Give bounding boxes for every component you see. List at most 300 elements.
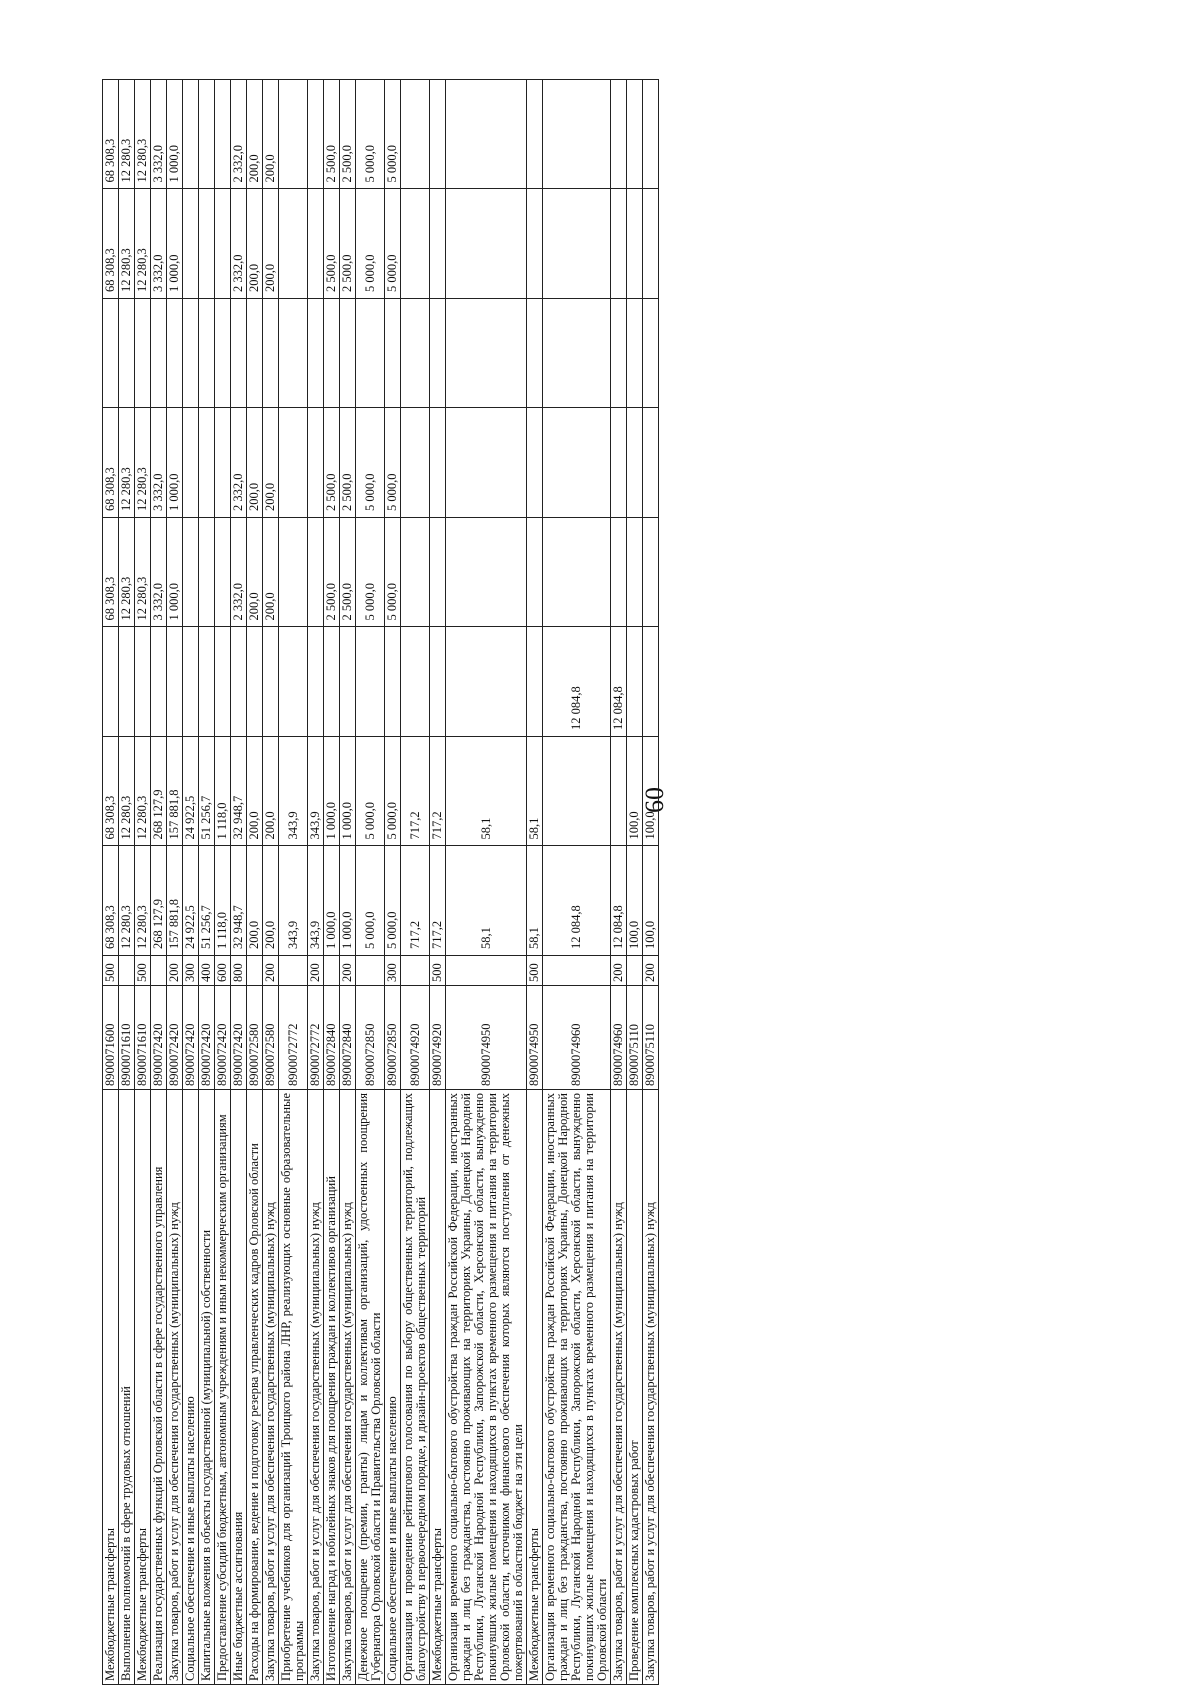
row-value: 12 280,3	[135, 189, 151, 299]
row-value: 2 500,0	[324, 518, 340, 628]
row-value: 1 000,0	[340, 846, 356, 956]
table-row	[527, 80, 543, 1685]
row-value	[263, 299, 279, 409]
row-name: Изготовление наград и юбилейных знаков для поощрения граждан и коллективов организаций	[324, 1090, 340, 1685]
row-expense-type	[279, 956, 308, 986]
row-value: 2 332,0	[231, 189, 247, 299]
row-value: 2 500,0	[324, 80, 340, 190]
page-number: 60	[640, 787, 669, 813]
row-value	[627, 189, 643, 299]
row-value: 1 000,0	[167, 518, 183, 628]
row-value: 3 332,0	[151, 518, 167, 628]
row-value	[627, 299, 643, 409]
row-value	[430, 518, 446, 628]
table-body	[103, 80, 659, 1685]
table-row	[627, 80, 643, 1685]
row-value	[611, 518, 627, 628]
row-value	[279, 627, 308, 737]
row-value: 2 500,0	[324, 408, 340, 518]
row-value	[183, 408, 199, 518]
row-value	[308, 299, 324, 409]
row-value: 32 948,7	[231, 846, 247, 956]
row-expense-type	[627, 956, 643, 986]
row-value: 12 280,3	[119, 80, 135, 190]
row-value: 12 280,3	[135, 408, 151, 518]
row-name: Реализация государственных функций Орловской области в сфере государственного управления	[151, 1090, 167, 1685]
row-value: 1 000,0	[167, 189, 183, 299]
row-expense-type	[324, 956, 340, 986]
row-value	[151, 299, 167, 409]
row-value	[643, 80, 659, 190]
row-value	[527, 518, 543, 628]
row-value	[279, 408, 308, 518]
row-value	[527, 627, 543, 737]
row-value	[385, 627, 401, 737]
row-code: 8900075110	[643, 986, 659, 1090]
table-row	[247, 80, 263, 1685]
row-value	[103, 299, 119, 409]
row-value: 32 948,7	[231, 737, 247, 847]
row-name: Закупка товаров, работ и услуг для обеспечения государственных (муниципальных) нужд	[167, 1090, 183, 1685]
row-value	[446, 518, 527, 628]
row-value: 343,9	[308, 846, 324, 956]
row-value: 343,9	[279, 846, 308, 956]
row-value: 68 308,3	[103, 846, 119, 956]
row-value	[308, 189, 324, 299]
row-value: 2 332,0	[231, 80, 247, 190]
row-value	[527, 189, 543, 299]
row-value: 343,9	[308, 737, 324, 847]
row-value	[430, 189, 446, 299]
row-value: 68 308,3	[103, 737, 119, 847]
row-value	[231, 299, 247, 409]
row-value: 24 922,5	[183, 846, 199, 956]
row-expense-type: 600	[215, 956, 231, 986]
row-code: 8900071610	[135, 986, 151, 1090]
row-value: 5 000,0	[356, 189, 385, 299]
row-value: 717,2	[430, 846, 446, 956]
row-value	[401, 299, 430, 409]
row-name: Межбюджетные трансферты	[430, 1090, 446, 1685]
row-value: 68 308,3	[103, 518, 119, 628]
row-value: 5 000,0	[385, 846, 401, 956]
table-row	[356, 80, 385, 1685]
row-value: 200,0	[247, 737, 263, 847]
table-row	[611, 80, 627, 1685]
row-value	[247, 627, 263, 737]
row-code: 8900072420	[215, 986, 231, 1090]
table-row	[199, 80, 215, 1685]
row-value	[215, 408, 231, 518]
row-value	[183, 627, 199, 737]
row-expense-type: 200	[340, 956, 356, 986]
row-code: 8900074920	[401, 986, 430, 1090]
row-value	[543, 737, 611, 847]
row-value	[324, 299, 340, 409]
row-value: 5 000,0	[385, 737, 401, 847]
table-row	[135, 80, 151, 1685]
table-row	[279, 80, 308, 1685]
table-row	[543, 80, 611, 1685]
row-value: 58,1	[446, 737, 527, 847]
row-value	[103, 627, 119, 737]
row-name: Межбюджетные трансферты	[135, 1090, 151, 1685]
row-value	[611, 408, 627, 518]
row-code: 8900072850	[356, 986, 385, 1090]
row-expense-type	[543, 956, 611, 986]
table-row	[263, 80, 279, 1685]
row-expense-type	[446, 956, 527, 986]
row-value	[356, 299, 385, 409]
row-value: 12 280,3	[135, 80, 151, 190]
row-value	[543, 518, 611, 628]
row-code: 8900072420	[151, 986, 167, 1090]
rotated-table-wrapper	[102, 80, 1082, 1685]
row-value	[430, 408, 446, 518]
row-value: 3 332,0	[151, 189, 167, 299]
row-expense-type: 500	[103, 956, 119, 986]
row-value	[279, 299, 308, 409]
row-value: 58,1	[446, 846, 527, 956]
row-name: Иные бюджетные ассигнования	[231, 1090, 247, 1685]
row-value: 1 000,0	[340, 737, 356, 847]
row-value	[231, 627, 247, 737]
row-value: 100,0	[643, 846, 659, 956]
row-name: Расходы на формирование, ведение и подготовку резерва управленческих кадров Орловской области	[247, 1090, 263, 1685]
row-code: 8900075110	[627, 986, 643, 1090]
row-value	[401, 80, 430, 190]
row-value: 200,0	[263, 189, 279, 299]
row-expense-type: 300	[183, 956, 199, 986]
row-name: Предоставление субсидий бюджетным, автономным учреждениям и иным некоммерческим организациям	[215, 1090, 231, 1685]
row-value: 1 000,0	[167, 80, 183, 190]
row-value	[643, 408, 659, 518]
row-value: 200,0	[247, 80, 263, 190]
row-name: Закупка товаров, работ и услуг для обеспечения государственных (муниципальных) нужд	[263, 1090, 279, 1685]
row-name: Социальное обеспечение и иные выплаты населению	[183, 1090, 199, 1685]
row-value: 717,2	[401, 737, 430, 847]
row-value: 12 280,3	[119, 189, 135, 299]
row-value: 1 000,0	[324, 846, 340, 956]
row-value	[263, 627, 279, 737]
row-value	[543, 408, 611, 518]
row-value	[611, 299, 627, 409]
row-value	[385, 299, 401, 409]
row-value: 1 000,0	[167, 408, 183, 518]
row-value	[247, 299, 263, 409]
row-value: 100,0	[627, 846, 643, 956]
row-value: 12 280,3	[135, 518, 151, 628]
row-value: 3 332,0	[151, 80, 167, 190]
row-code: 8900072580	[247, 986, 263, 1090]
row-value: 2 500,0	[340, 80, 356, 190]
table-row	[231, 80, 247, 1685]
row-value: 5 000,0	[356, 80, 385, 190]
row-value	[119, 627, 135, 737]
row-value: 12 280,3	[119, 408, 135, 518]
row-value	[279, 80, 308, 190]
row-value	[167, 299, 183, 409]
row-value: 717,2	[430, 737, 446, 847]
row-value	[308, 627, 324, 737]
row-value: 2 500,0	[340, 189, 356, 299]
table-row	[401, 80, 430, 1685]
row-value	[401, 627, 430, 737]
row-value: 68 308,3	[103, 408, 119, 518]
table-row	[103, 80, 119, 1685]
row-code: 8900072420	[167, 986, 183, 1090]
row-value: 68 308,3	[103, 80, 119, 190]
row-value: 12 084,8	[611, 627, 627, 737]
row-value: 2 332,0	[231, 408, 247, 518]
row-value: 51 256,7	[199, 846, 215, 956]
row-value: 200,0	[247, 189, 263, 299]
row-value	[308, 518, 324, 628]
row-expense-type: 200	[263, 956, 279, 986]
row-value	[183, 518, 199, 628]
row-name: Организация временного социально-бытового обустройства граждан Российской Федерации, иностранных граждан и лиц без гражданства, постоянно проживающих на территориях Украины, Донецкой Народной Республики, Луганской Народной Республики, Запорожской области, Херсонской области, вынужденно покинувших жилые помещения и находящихся в пунктах временного размещения и питания на территории Орловской области, источником финансового обеспечения которых являются поступления от денежных пожертвований в областной бюджет на эти цели	[446, 1090, 527, 1685]
row-code: 8900074960	[611, 986, 627, 1090]
row-value: 68 308,3	[103, 189, 119, 299]
row-value: 12 084,8	[543, 627, 611, 737]
row-value	[446, 80, 527, 190]
row-value	[401, 189, 430, 299]
budget-table	[102, 79, 659, 1685]
row-value	[215, 80, 231, 190]
row-value	[543, 299, 611, 409]
row-value: 2 500,0	[324, 189, 340, 299]
row-value: 5 000,0	[385, 408, 401, 518]
row-name: Организация и проведение рейтингового голосования по выбору общественных территорий, подлежащих благоустройству в первоочередном порядке, и дизайн-проектов общественных территорий	[401, 1090, 430, 1685]
row-value: 12 280,3	[119, 518, 135, 628]
row-code: 8900074920	[430, 986, 446, 1090]
row-value: 200,0	[263, 518, 279, 628]
row-name: Проведение комплексных кадастровых работ	[627, 1090, 643, 1685]
row-value	[308, 80, 324, 190]
row-name: Межбюджетные трансферты	[103, 1090, 119, 1685]
row-value	[611, 737, 627, 847]
table-row	[446, 80, 527, 1685]
row-value: 200,0	[263, 408, 279, 518]
row-value: 200,0	[263, 80, 279, 190]
row-value: 1 000,0	[324, 737, 340, 847]
table-row	[183, 80, 199, 1685]
row-value	[215, 518, 231, 628]
table-row	[430, 80, 446, 1685]
row-value	[611, 189, 627, 299]
row-name: Закупка товаров, работ и услуг для обеспечения государственных (муниципальных) нужд	[611, 1090, 627, 1685]
row-value	[135, 299, 151, 409]
row-value	[340, 627, 356, 737]
table-row	[151, 80, 167, 1685]
row-value	[543, 189, 611, 299]
row-value	[627, 518, 643, 628]
row-value	[199, 299, 215, 409]
row-expense-type: 200	[643, 956, 659, 986]
row-name: Выполнение полномочий в сфере трудовых отношений	[119, 1090, 135, 1685]
table-row	[643, 80, 659, 1685]
row-code: 8900072772	[279, 986, 308, 1090]
row-name: Капитальные вложения в объекты государственной (муниципальной) собственности	[199, 1090, 215, 1685]
row-value	[151, 627, 167, 737]
row-value	[199, 518, 215, 628]
row-value: 5 000,0	[385, 518, 401, 628]
row-name: Закупка товаров, работ и услуг для обеспечения государственных (муниципальных) нужд	[643, 1090, 659, 1685]
row-value	[543, 80, 611, 190]
row-value	[643, 189, 659, 299]
row-value: 5 000,0	[356, 846, 385, 956]
row-value	[611, 80, 627, 190]
row-value	[279, 189, 308, 299]
row-value: 12 280,3	[135, 737, 151, 847]
row-value	[527, 408, 543, 518]
row-value	[430, 627, 446, 737]
row-value	[215, 189, 231, 299]
row-code: 8900072772	[308, 986, 324, 1090]
row-value	[446, 627, 527, 737]
row-value: 5 000,0	[356, 408, 385, 518]
row-value	[167, 627, 183, 737]
table-row	[324, 80, 340, 1685]
row-value	[215, 299, 231, 409]
row-value	[401, 518, 430, 628]
row-value	[135, 627, 151, 737]
row-value: 157 881,8	[167, 846, 183, 956]
row-name: Приобретение учебников для организаций Троицкого района ЛНР, реализующих основные образовательные программы	[279, 1090, 308, 1685]
row-value	[324, 627, 340, 737]
row-value	[627, 408, 643, 518]
row-value: 100,0	[643, 737, 659, 847]
table-row	[119, 80, 135, 1685]
row-value	[199, 80, 215, 190]
row-expense-type: 200	[611, 956, 627, 986]
row-value: 51 256,7	[199, 737, 215, 847]
row-value: 5 000,0	[356, 518, 385, 628]
row-value: 12 084,8	[611, 846, 627, 956]
row-expense-type: 500	[430, 956, 446, 986]
row-code: 8900071610	[119, 986, 135, 1090]
table-row	[167, 80, 183, 1685]
row-code: 8900072420	[199, 986, 215, 1090]
row-value	[627, 627, 643, 737]
table-row	[215, 80, 231, 1685]
row-expense-type	[151, 956, 167, 986]
row-value: 5 000,0	[356, 737, 385, 847]
row-value	[401, 408, 430, 518]
row-expense-type: 400	[199, 956, 215, 986]
row-code: 8900074950	[527, 986, 543, 1090]
row-code: 8900072840	[324, 986, 340, 1090]
row-expense-type: 800	[231, 956, 247, 986]
row-value	[643, 627, 659, 737]
row-value: 12 280,3	[119, 846, 135, 956]
row-expense-type: 500	[527, 956, 543, 986]
row-value	[279, 518, 308, 628]
row-expense-type: 300	[385, 956, 401, 986]
row-value: 12 084,8	[543, 846, 611, 956]
row-value	[446, 189, 527, 299]
row-value	[446, 299, 527, 409]
row-value	[119, 299, 135, 409]
row-value: 5 000,0	[385, 80, 401, 190]
row-code: 8900072840	[340, 986, 356, 1090]
row-value	[627, 80, 643, 190]
row-value: 268 127,9	[151, 737, 167, 847]
row-value	[643, 299, 659, 409]
row-value: 1 118,0	[215, 737, 231, 847]
row-value: 12 280,3	[135, 846, 151, 956]
row-value	[356, 627, 385, 737]
row-value: 2 500,0	[340, 408, 356, 518]
row-value	[183, 299, 199, 409]
row-value: 200,0	[247, 408, 263, 518]
row-value	[430, 299, 446, 409]
row-code: 8900071600	[103, 986, 119, 1090]
row-value	[199, 189, 215, 299]
row-value: 200,0	[263, 737, 279, 847]
row-value: 200,0	[247, 518, 263, 628]
row-value	[430, 80, 446, 190]
row-value	[199, 627, 215, 737]
row-value: 24 922,5	[183, 737, 199, 847]
row-expense-type: 500	[135, 956, 151, 986]
row-code: 8900074960	[543, 986, 611, 1090]
row-value: 200,0	[263, 846, 279, 956]
row-value	[340, 299, 356, 409]
row-value	[446, 408, 527, 518]
row-expense-type	[401, 956, 430, 986]
row-code: 8900074950	[446, 986, 527, 1090]
table-row	[308, 80, 324, 1685]
row-value	[643, 518, 659, 628]
row-value	[527, 299, 543, 409]
row-name: Закупка товаров, работ и услуг для обеспечения государственных (муниципальных) нужд	[340, 1090, 356, 1685]
row-expense-type: 200	[167, 956, 183, 986]
row-value: 12 280,3	[119, 737, 135, 847]
table-row	[340, 80, 356, 1685]
row-expense-type	[356, 956, 385, 986]
row-code: 8900072420	[231, 986, 247, 1090]
row-expense-type: 200	[308, 956, 324, 986]
row-name: Социальное обеспечение и иные выплаты населению	[385, 1090, 401, 1685]
row-value: 200,0	[247, 846, 263, 956]
row-value: 1 118,0	[215, 846, 231, 956]
row-code: 8900072580	[263, 986, 279, 1090]
row-value	[183, 80, 199, 190]
row-code: 8900072420	[183, 986, 199, 1090]
row-value: 268 127,9	[151, 846, 167, 956]
row-expense-type	[247, 956, 263, 986]
row-value: 157 881,8	[167, 737, 183, 847]
row-value: 343,9	[279, 737, 308, 847]
row-value	[527, 80, 543, 190]
row-value: 3 332,0	[151, 408, 167, 518]
row-expense-type	[119, 956, 135, 986]
row-name: Закупка товаров, работ и услуг для обеспечения государственных (муниципальных) нужд	[308, 1090, 324, 1685]
row-value: 2 500,0	[340, 518, 356, 628]
row-value: 5 000,0	[385, 189, 401, 299]
row-value: 100,0	[627, 737, 643, 847]
row-code: 8900072850	[385, 986, 401, 1090]
row-value: 2 332,0	[231, 518, 247, 628]
row-name: Денежное поощрение (премии, гранты) лицам и коллективам организаций, удостоенных поощрения Губернатора Орловской области и Правительства Орловской области	[356, 1090, 385, 1685]
row-name: Организация временного социально-бытового обустройства граждан Российской Федерации, иностранных граждан и лиц без гражданства, постоянно проживающих на территориях Украины, Донецкой Народной Республики, Луганской Народной Республики, Запорожской области, Херсонской области, вынужденно покинувших жилые помещения и находящихся в пунктах временного размещения и питания на территории Орловской области	[543, 1090, 611, 1685]
table-row	[385, 80, 401, 1685]
row-value	[215, 627, 231, 737]
row-name: Межбюджетные трансферты	[527, 1090, 543, 1685]
row-value: 58,1	[527, 737, 543, 847]
row-value: 58,1	[527, 846, 543, 956]
